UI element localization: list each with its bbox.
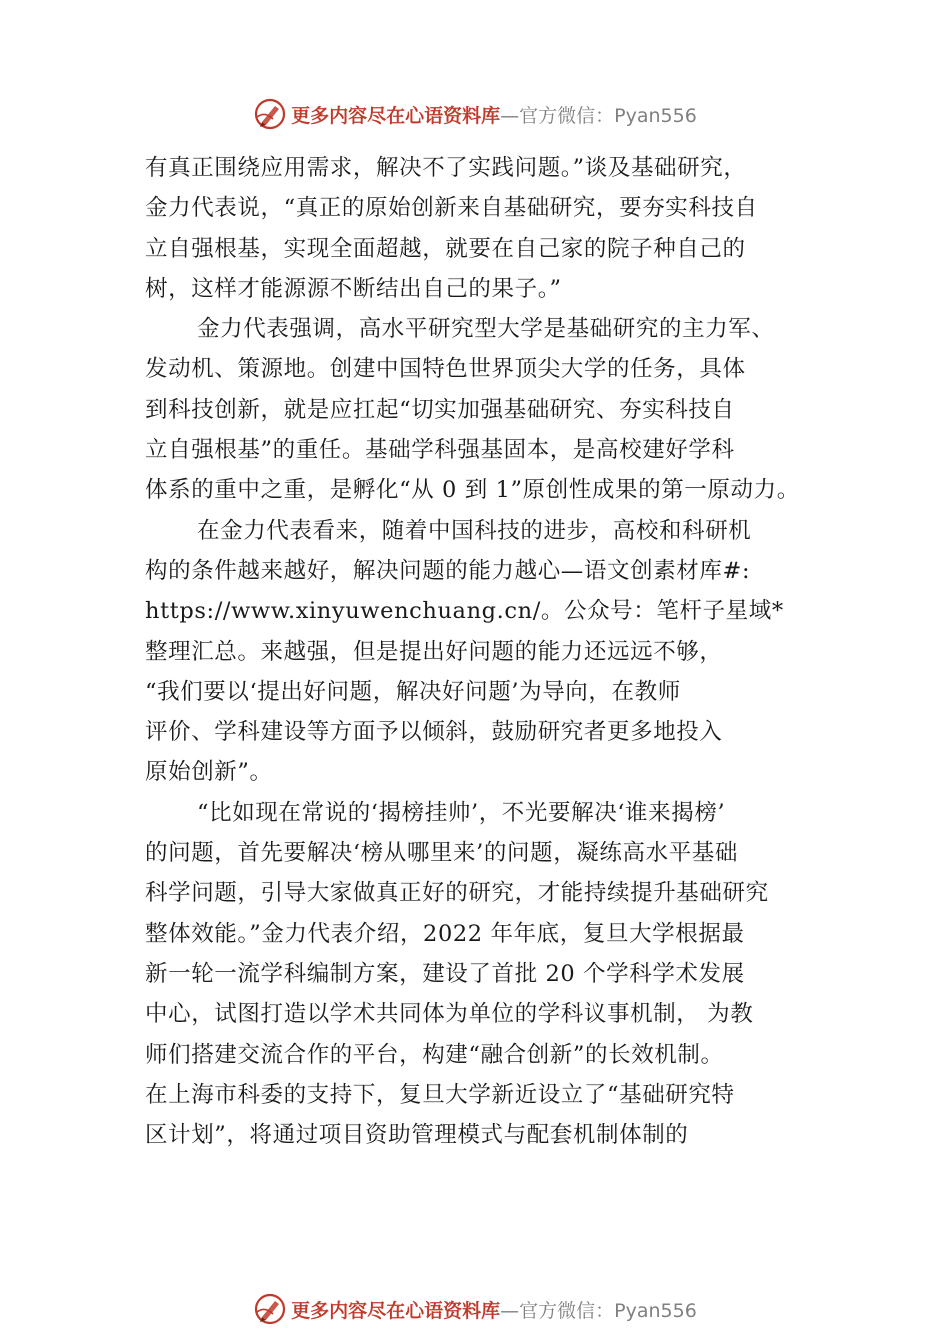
text-line: 师们搭建交流合作的平台，构建“融合创新”的长效机制。: [145, 1041, 724, 1068]
text-line: “我们要以‘提出好问题，解决好问题’为导向，在教师: [145, 678, 681, 705]
text-line: 体系的重中之重，是孵化“从 0 到 1”原创性成果的第一原动力。: [145, 477, 800, 504]
text-line: 整体效能。”金力代表介绍，2022 年年底，复旦大学根据最: [145, 920, 745, 947]
text-line: https://www.xinyuwenchuang.cn/。公众号：笔杆子星域*: [145, 598, 784, 625]
text-line: 立自强根基，实现全面超越，就要在自己家的院子种自己的: [145, 235, 746, 262]
banner-title: 更多内容尽在心语资料库: [291, 104, 501, 127]
text-line: 立自强根基”的重任。基础学科强基固本，是高校建好学科: [145, 437, 735, 464]
footer-banner: [0, 1289, 950, 1329]
text-line: 金力代表说，“真正的原始创新来自基础研究，要夯实科技自: [145, 195, 758, 222]
paragraph: [145, 148, 865, 309]
text-line: 科学问题，引导大家做真正好的研究，才能持续提升基础研究: [145, 880, 769, 907]
document-body: [145, 148, 865, 1155]
text-line: 中心，试图打造以学术共同体为单位的学科议事机制， 为教: [145, 1001, 754, 1028]
text-line: 树，这样才能源源不断结出自己的果子。”: [145, 275, 562, 302]
pen-logo-icon: [253, 97, 287, 131]
text-line: 区计划”，将通过项目资助管理模式与配套机制体制的: [145, 1122, 689, 1149]
banner-wechat: —官方微信：Pyan556: [500, 104, 697, 127]
text-line: 金力代表强调，高水平研究型大学是基础研究的主力军、: [197, 316, 775, 343]
banner-wechat: —官方微信：Pyan556: [500, 1299, 697, 1322]
text-line: 的问题，首先要解决‘榜从哪里来’的问题，凝练高水平基础: [145, 840, 739, 867]
text-line: 发动机、策源地。创建中国特色世界顶尖大学的任务，具体: [145, 356, 746, 383]
paragraph: [145, 309, 865, 510]
text-line: 整理汇总。来越强，但是提出好问题的能力还远远不够，: [145, 638, 723, 665]
text-line: 构的条件越来越好，解决问题的能力越心—语文创素材库#:: [145, 557, 751, 584]
text-line: 在金力代表看来，随着中国科技的进步，高校和科研机: [197, 517, 752, 544]
pen-logo-icon: [253, 1292, 287, 1326]
text-line: 有真正围绕应用需求，解决不了实践问题。”谈及基础研究，: [145, 155, 747, 181]
text-line: 评价、学科建设等方面予以倾斜，鼓励研究者更多地投入: [145, 719, 723, 746]
paragraph: [145, 511, 865, 793]
text-line: 原始创新”。: [145, 759, 273, 786]
text-line: “比如现在常说的‘揭榜挂帅’，不光要解决‘谁来揭榜’: [197, 799, 726, 826]
text-line: 新一轮一流学科编制方案，建设了首批 20 个学科学术发展: [145, 960, 745, 987]
header-banner: [0, 94, 950, 134]
text-line: 在上海市科委的支持下，复旦大学新近设立了“基础研究特: [145, 1081, 735, 1108]
paragraph: [145, 793, 865, 1156]
banner-title: 更多内容尽在心语资料库: [291, 1299, 501, 1322]
text-line: 到科技创新，就是应扛起“切实加强基础研究、夯实科技自: [145, 396, 735, 423]
